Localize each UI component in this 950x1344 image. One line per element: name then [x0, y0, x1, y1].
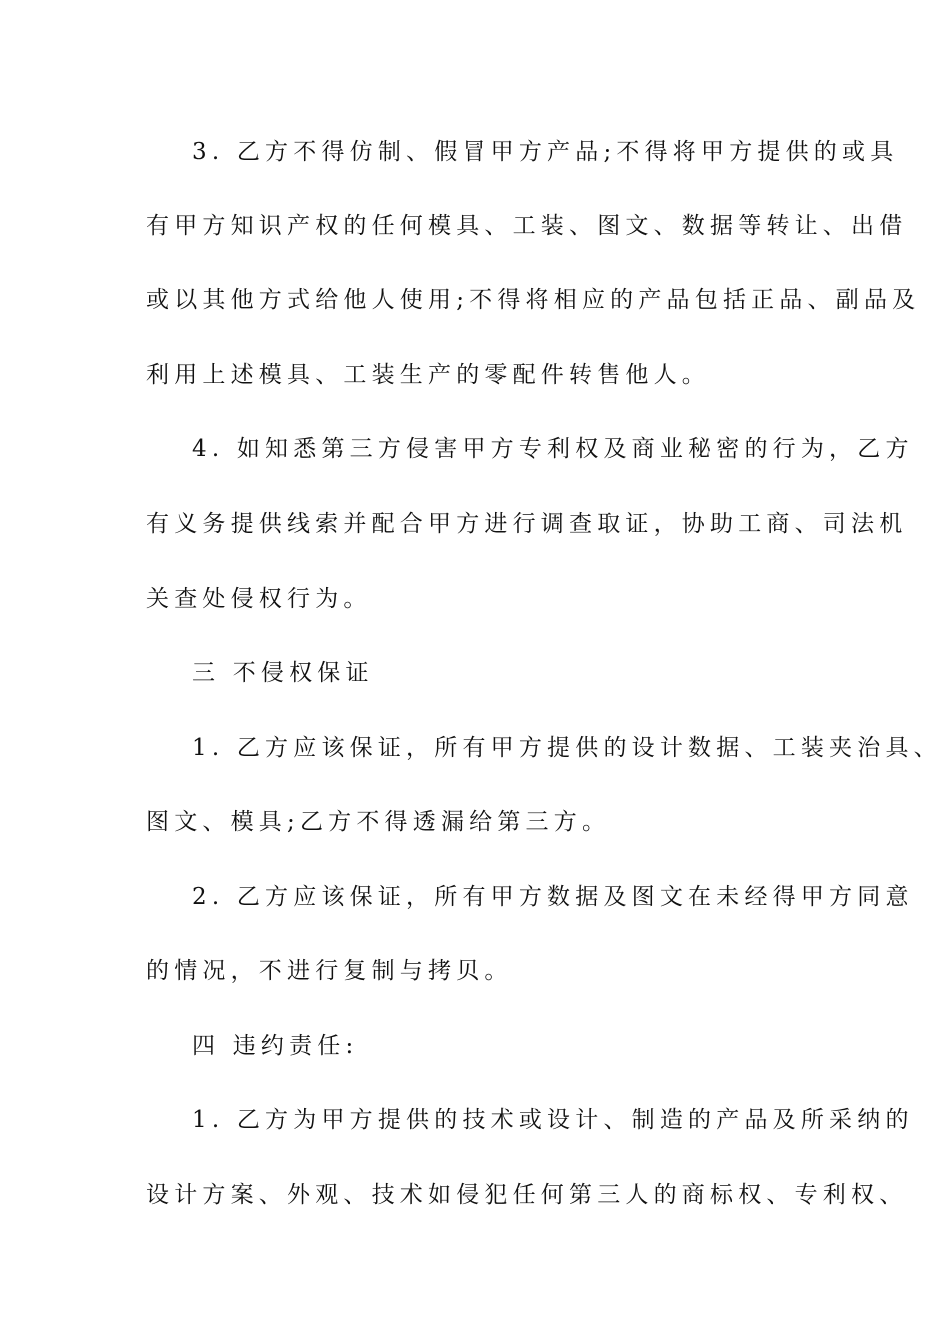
paragraph-3-line-4: 利用上述模具、工装生产的零配件转售他人。	[146, 362, 710, 388]
paragraph-3-line-2: 有甲方知识产权的任何模具、工装、图文、数据等转让、出借	[146, 213, 908, 239]
paragraph-3-line-1: 3. 乙方不得仿制、假冒甲方产品;不得将甲方提供的或具	[192, 139, 899, 165]
liability-1-line-1: 1. 乙方为甲方提供的技术或设计、制造的产品及所采纳的	[192, 1107, 914, 1133]
paragraph-4-line-2: 有义务提供线索并配合甲方进行调查取证，协助工商、司法机	[146, 511, 908, 537]
guarantee-1-line-1: 1. 乙方应该保证，所有甲方提供的设计数据、工装夹治具、	[192, 735, 942, 761]
section-heading-non-infringement: 三 不侵权保证	[192, 660, 374, 686]
paragraph-4-line-3: 关查处侵权行为。	[146, 586, 372, 612]
guarantee-2-line-1: 2. 乙方应该保证，所有甲方数据及图文在未经得甲方同意	[192, 884, 914, 910]
guarantee-1-line-2: 图文、模具;乙方不得透漏给第三方。	[146, 809, 611, 835]
guarantee-2-line-2: 的情况，不进行复制与拷贝。	[146, 958, 513, 984]
paragraph-4-line-1: 4. 如知悉第三方侵害甲方专利权及商业秘密的行为，乙方	[192, 436, 914, 462]
liability-1-line-2: 设计方案、外观、技术如侵犯任何第三人的商标权、专利权、	[146, 1182, 908, 1208]
paragraph-3-line-3: 或以其他方式给他人使用;不得将相应的产品包括正品、副品及	[146, 287, 921, 313]
section-heading-breach-liability: 四 违约责任:	[192, 1033, 359, 1059]
